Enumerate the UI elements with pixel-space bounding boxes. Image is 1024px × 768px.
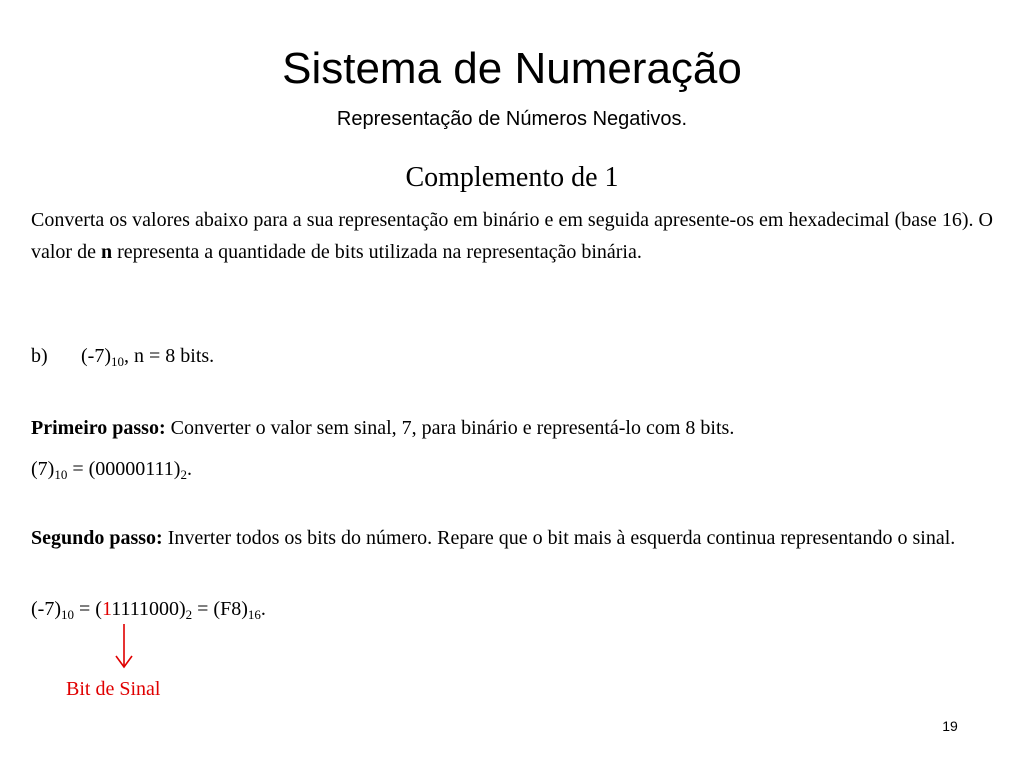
step2-label: Segundo passo: bbox=[31, 527, 163, 549]
item-suffix: , n = 8 bits. bbox=[123, 345, 215, 367]
step2-eq-hex: = (F8) bbox=[192, 598, 248, 620]
section-heading: Complemento de 1 bbox=[405, 162, 619, 193]
exercise-item bbox=[31, 340, 993, 372]
intro-text-1: Converta os valores abaixo para a sua representação em binário e em seguida apresente-os em hexadecimal (base 16). O valor de bbox=[31, 209, 993, 263]
step2-hex-sub: 16 bbox=[247, 607, 261, 622]
step1-label: Primeiro passo: bbox=[31, 417, 166, 439]
step2-eq-end: . bbox=[260, 598, 266, 620]
item-label: b) bbox=[31, 345, 48, 367]
sign-bit: 1 bbox=[101, 598, 112, 620]
step1-eq-mid-sub: 2 bbox=[180, 467, 187, 482]
step2-eq-left: (-7) bbox=[31, 598, 61, 620]
intro-paragraph bbox=[31, 204, 993, 268]
step1-eq-left-sub: 10 bbox=[54, 467, 68, 482]
step2-text: Inverter todos os bits do número. Repare que o bit mais à esquerda continua representando o sinal. bbox=[162, 527, 956, 549]
step2-paragraph bbox=[31, 522, 993, 554]
step2-eq-left-sub: 10 bbox=[60, 607, 74, 622]
step1-eq-mid: = (00000111) bbox=[67, 458, 181, 480]
down-arrow-icon bbox=[112, 622, 136, 670]
step2-bits-sub: 2 bbox=[185, 607, 193, 622]
step2-bits-rest: 1111000) bbox=[111, 598, 186, 620]
step2-eq-open: = ( bbox=[73, 598, 102, 620]
slide-title: Sistema de Numeração bbox=[282, 44, 742, 93]
step1-text: Converter o valor sem sinal, 7, para binário e representá-lo com 8 bits. bbox=[165, 417, 735, 439]
intro-bold-n: n bbox=[100, 241, 113, 263]
step2-equation bbox=[31, 593, 993, 625]
step1-paragraph bbox=[31, 412, 993, 444]
page-number: 19 bbox=[942, 718, 958, 734]
item-value-sub: 10 bbox=[110, 354, 124, 369]
item-value: (-7) bbox=[81, 345, 111, 367]
step1-equation bbox=[31, 453, 993, 485]
sign-bit-label: Bit de Sinal bbox=[66, 678, 161, 700]
slide-subtitle: Representação de Números Negativos. bbox=[336, 108, 688, 130]
step1-eq-left: (7) bbox=[31, 458, 55, 480]
intro-text-2: representa a quantidade de bits utilizada na representação binária. bbox=[112, 241, 642, 263]
step1-eq-end: . bbox=[186, 458, 192, 480]
